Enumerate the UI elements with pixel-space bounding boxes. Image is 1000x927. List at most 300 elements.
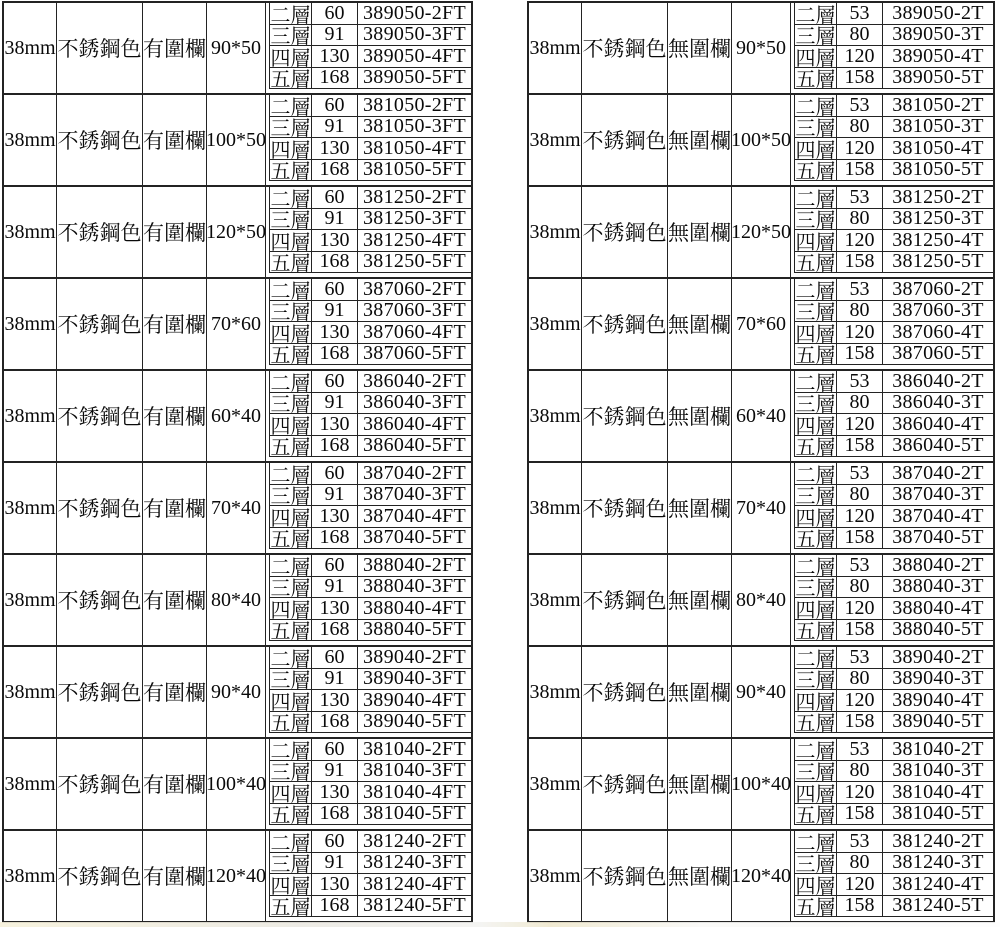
model-code-cell: 381050-5FT <box>363 158 466 181</box>
tier-value-cell: 168 <box>312 68 358 89</box>
tier-label-cell: 二層 <box>270 740 311 763</box>
tier-label-cell: 四層 <box>270 415 311 438</box>
tier-label-cell: 五層 <box>270 161 311 184</box>
pole-diameter-cell: 38mm <box>529 831 582 921</box>
model-code-cell: 387040-4T <box>892 504 984 527</box>
size-cell: 70*60 <box>732 279 791 369</box>
pole-diameter-cell: 38mm <box>4 3 57 93</box>
tier-value-cell: 168 <box>312 896 358 917</box>
fence-option-cell: 有圍欄 <box>143 463 207 553</box>
tier-subtable <box>269 369 471 460</box>
tier-subtable-area <box>266 371 471 461</box>
model-code-cell: 381040-3T <box>892 759 984 782</box>
tier-label-cell: 四層 <box>270 599 311 622</box>
model-code-cell: 381240-3T <box>892 851 984 874</box>
tier-label-cell: 三層 <box>795 210 836 233</box>
color-cell: 不銹鋼色 <box>582 463 668 553</box>
color-cell: 不銹鋼色 <box>57 831 143 921</box>
product-group-row <box>529 279 993 371</box>
tier-value-cell: 60 <box>312 463 358 484</box>
tier-label-cell: 四層 <box>795 139 836 162</box>
fence-option-cell: 有圍欄 <box>143 95 207 185</box>
model-code-cell: 389040-2T <box>892 645 984 668</box>
fence-option-cell: 有圍欄 <box>143 647 207 737</box>
tier-subtable-area <box>266 555 471 645</box>
model-code-cell: 381050-2T <box>892 93 984 116</box>
tier-label-cell: 三層 <box>795 762 836 785</box>
tier-label-cell: 五層 <box>795 897 836 920</box>
tier-label-cell: 二層 <box>270 4 311 27</box>
pole-diameter-cell: 38mm <box>4 555 57 645</box>
model-code-cell: 381250-2FT <box>363 185 466 208</box>
tier-value-cell: 60 <box>312 647 358 668</box>
pole-diameter-cell: 38mm <box>4 739 57 829</box>
model-code-cell: 387040-2T <box>892 461 984 484</box>
model-code-cell: 381240-2FT <box>363 829 466 852</box>
tier-value-cell: 60 <box>312 3 358 24</box>
tier-value-cell: 80 <box>837 577 883 598</box>
color-cell: 不銹鋼色 <box>582 279 668 369</box>
model-code-cell: 387040-5T <box>892 526 984 549</box>
product-group-row <box>4 95 471 187</box>
tier-value-cell: 60 <box>312 739 358 760</box>
model-code-cell: 381040-2FT <box>363 737 466 760</box>
tier-label-cell: 三層 <box>270 210 311 233</box>
color-cell: 不銹鋼色 <box>57 187 143 277</box>
model-code-cell: 389050-4T <box>892 44 984 67</box>
model-code-cell: 387060-3FT <box>363 299 466 322</box>
tier-subtable-area <box>791 279 993 369</box>
tier-subtable <box>269 737 471 828</box>
tier-row <box>795 436 993 458</box>
product-group-row <box>529 187 993 279</box>
model-code-cell: 386040-5T <box>892 434 984 457</box>
tier-subtable-area <box>266 95 471 185</box>
tier-label-cell: 五層 <box>270 69 311 92</box>
model-code-cell: 381050-2FT <box>363 93 466 116</box>
tier-subtable <box>269 185 471 276</box>
tier-row <box>795 68 993 90</box>
color-cell: 不銹鋼色 <box>57 3 143 93</box>
tier-value-cell: 53 <box>837 279 883 300</box>
tier-row <box>270 712 471 734</box>
color-cell: 不銹鋼色 <box>57 371 143 461</box>
tier-subtable <box>794 1 993 92</box>
size-cell: 100*50 <box>732 95 791 185</box>
model-code-cell: 381250-4T <box>892 228 984 251</box>
size-cell: 120*50 <box>207 187 266 277</box>
tier-subtable-area <box>791 95 993 185</box>
tier-label-cell: 四層 <box>795 783 836 806</box>
product-group-row <box>4 831 471 921</box>
model-code-cell: 387040-4FT <box>363 504 466 527</box>
tier-row <box>270 804 471 826</box>
model-code-cell: 389040-5FT <box>363 710 466 733</box>
tier-value-cell: 60 <box>312 555 358 576</box>
pole-diameter-cell: 38mm <box>529 555 582 645</box>
tier-value-cell: 130 <box>312 138 358 159</box>
tier-value-cell: 120 <box>837 414 883 435</box>
product-group-row <box>529 647 993 739</box>
model-code-cell: 389040-3FT <box>363 667 466 690</box>
tier-subtable <box>794 829 993 920</box>
product-group-row <box>4 463 471 555</box>
tier-value-cell: 158 <box>837 344 883 365</box>
tier-row <box>270 68 471 90</box>
model-code-cell: 381250-3FT <box>363 207 466 230</box>
tier-value-cell: 158 <box>837 804 883 825</box>
color-cell: 不銹鋼色 <box>57 279 143 369</box>
tier-label-cell: 三層 <box>795 118 836 141</box>
tier-value-cell: 80 <box>837 393 883 414</box>
model-code-cell: 387040-2FT <box>363 461 466 484</box>
model-code-cell: 386040-3FT <box>363 391 466 414</box>
tier-label-cell: 二層 <box>795 372 836 395</box>
tier-label-cell: 五層 <box>795 713 836 736</box>
spec-table-with-fence <box>2 1 473 923</box>
model-code-cell: 388040-4T <box>892 596 984 619</box>
fence-option-cell: 無圍欄 <box>668 647 732 737</box>
tier-label-cell: 五層 <box>270 345 311 368</box>
tier-row <box>795 712 993 734</box>
model-code-cell: 389040-4FT <box>363 688 466 711</box>
tier-value-cell: 80 <box>837 209 883 230</box>
tier-label-cell: 五層 <box>795 69 836 92</box>
model-code-cell: 381240-5FT <box>363 894 466 917</box>
tier-value-cell: 120 <box>837 782 883 803</box>
model-code-cell: 386040-2T <box>892 369 984 392</box>
tier-label-cell: 三層 <box>795 302 836 325</box>
tier-value-cell: 91 <box>312 209 358 230</box>
fence-option-cell: 有圍欄 <box>143 831 207 921</box>
pole-diameter-cell: 38mm <box>4 831 57 921</box>
size-cell: 70*40 <box>732 463 791 553</box>
model-code-cell: 381050-3FT <box>363 115 466 138</box>
tier-label-cell: 四層 <box>795 691 836 714</box>
model-code-cell: 389040-5T <box>892 710 984 733</box>
tier-subtable-area <box>266 3 471 93</box>
tier-label-cell: 二層 <box>270 280 311 303</box>
model-code-cell: 381050-4FT <box>363 136 466 159</box>
tier-subtable <box>794 93 993 184</box>
tier-value-cell: 158 <box>837 620 883 641</box>
scan-edge-artifact <box>0 922 1000 927</box>
tier-value-cell: 91 <box>312 669 358 690</box>
tier-value-cell: 80 <box>837 669 883 690</box>
product-group-row <box>4 555 471 647</box>
tier-label-cell: 五層 <box>795 161 836 184</box>
model-code-cell: 381250-5T <box>892 250 984 273</box>
model-code-cell: 389040-3T <box>892 667 984 690</box>
tier-label-cell: 三層 <box>795 486 836 509</box>
tier-value-cell: 120 <box>837 874 883 895</box>
tier-subtable <box>794 277 993 368</box>
tier-subtable-area <box>266 831 471 921</box>
model-code-cell: 381040-5FT <box>363 802 466 825</box>
pole-diameter-cell: 38mm <box>529 279 582 369</box>
tier-value-cell: 80 <box>837 485 883 506</box>
size-cell: 90*40 <box>732 647 791 737</box>
size-cell: 100*40 <box>732 739 791 829</box>
model-code-cell: 381040-5T <box>892 802 984 825</box>
size-cell: 80*40 <box>732 555 791 645</box>
color-cell: 不銹鋼色 <box>57 95 143 185</box>
tier-value-cell: 60 <box>312 279 358 300</box>
model-code-cell: 387060-2FT <box>363 277 466 300</box>
tier-value-cell: 60 <box>312 371 358 392</box>
model-code-cell: 381240-5T <box>892 894 984 917</box>
tier-value-cell: 53 <box>837 95 883 116</box>
tier-label-cell: 三層 <box>270 394 311 417</box>
product-group-row <box>529 739 993 831</box>
model-code-cell: 381240-4FT <box>363 872 466 895</box>
tier-row <box>270 160 471 182</box>
tier-label-cell: 三層 <box>270 26 311 49</box>
tier-subtable-area <box>791 187 993 277</box>
fence-option-cell: 有圍欄 <box>143 187 207 277</box>
model-code-cell: 386040-2FT <box>363 369 466 392</box>
tier-label-cell: 五層 <box>795 253 836 276</box>
tier-value-cell: 130 <box>312 874 358 895</box>
tier-value-cell: 168 <box>312 712 358 733</box>
model-code-cell: 388040-3FT <box>363 575 466 598</box>
size-cell: 90*50 <box>207 3 266 93</box>
model-code-cell: 389050-2FT <box>363 1 466 24</box>
tier-label-cell: 三層 <box>270 762 311 785</box>
fence-option-cell: 有圍欄 <box>143 279 207 369</box>
color-cell: 不銹鋼色 <box>57 647 143 737</box>
tier-subtable <box>269 553 471 644</box>
model-code-cell: 381050-3T <box>892 115 984 138</box>
tier-label-cell: 二層 <box>795 464 836 487</box>
tier-subtable-area <box>791 3 993 93</box>
tier-label-cell: 二層 <box>795 556 836 579</box>
tier-subtable <box>794 185 993 276</box>
tier-value-cell: 91 <box>312 393 358 414</box>
tier-label-cell: 三層 <box>795 394 836 417</box>
model-code-cell: 387060-3T <box>892 299 984 322</box>
tier-label-cell: 四層 <box>270 691 311 714</box>
pole-diameter-cell: 38mm <box>4 647 57 737</box>
tier-row <box>795 804 993 826</box>
size-cell: 120*40 <box>732 831 791 921</box>
tier-subtable-area <box>266 739 471 829</box>
model-code-cell: 381240-2T <box>892 829 984 852</box>
tier-value-cell: 91 <box>312 485 358 506</box>
tier-label-cell: 四層 <box>270 47 311 70</box>
model-code-cell: 381050-5T <box>892 158 984 181</box>
tier-subtable-area <box>791 739 993 829</box>
tier-value-cell: 130 <box>312 414 358 435</box>
tier-value-cell: 158 <box>837 528 883 549</box>
color-cell: 不銹鋼色 <box>582 3 668 93</box>
tier-label-cell: 五層 <box>270 897 311 920</box>
model-code-cell: 381240-3FT <box>363 851 466 874</box>
tier-row <box>270 528 471 550</box>
tier-row <box>270 620 471 642</box>
tier-label-cell: 五層 <box>795 437 836 460</box>
tier-value-cell: 91 <box>312 761 358 782</box>
model-code-cell: 386040-4FT <box>363 412 466 435</box>
tier-row <box>270 252 471 274</box>
tier-label-cell: 三層 <box>270 578 311 601</box>
fence-option-cell: 有圍欄 <box>143 555 207 645</box>
tier-value-cell: 130 <box>312 46 358 67</box>
tier-value-cell: 80 <box>837 117 883 138</box>
tier-value-cell: 120 <box>837 598 883 619</box>
fence-option-cell: 無圍欄 <box>668 831 732 921</box>
tier-label-cell: 五層 <box>795 529 836 552</box>
fence-option-cell: 有圍欄 <box>143 3 207 93</box>
size-cell: 60*40 <box>207 371 266 461</box>
color-cell: 不銹鋼色 <box>57 739 143 829</box>
tier-row <box>795 620 993 642</box>
size-cell: 100*50 <box>207 95 266 185</box>
size-cell: 90*40 <box>207 647 266 737</box>
tier-label-cell: 三層 <box>795 578 836 601</box>
tier-row <box>795 344 993 366</box>
model-code-cell: 388040-5FT <box>363 618 466 641</box>
tier-label-cell: 四層 <box>270 323 311 346</box>
tier-label-cell: 二層 <box>795 188 836 211</box>
tier-subtable-area <box>266 187 471 277</box>
pole-diameter-cell: 38mm <box>529 463 582 553</box>
tier-subtable-area <box>266 463 471 553</box>
model-code-cell: 387060-2T <box>892 277 984 300</box>
tier-label-cell: 五層 <box>795 345 836 368</box>
color-cell: 不銹鋼色 <box>582 95 668 185</box>
product-group-row <box>529 3 993 95</box>
model-code-cell: 386040-4T <box>892 412 984 435</box>
product-group-row <box>529 555 993 647</box>
tier-label-cell: 二層 <box>795 832 836 855</box>
fence-option-cell: 無圍欄 <box>668 279 732 369</box>
fence-option-cell: 無圍欄 <box>668 371 732 461</box>
tier-value-cell: 53 <box>837 831 883 852</box>
product-group-row <box>529 831 993 921</box>
tier-subtable <box>269 93 471 184</box>
tier-subtable-area <box>791 371 993 461</box>
model-code-cell: 388040-4FT <box>363 596 466 619</box>
model-code-cell: 389050-4FT <box>363 44 466 67</box>
model-code-cell: 388040-2FT <box>363 553 466 576</box>
tier-value-cell: 158 <box>837 896 883 917</box>
model-code-cell: 389040-2FT <box>363 645 466 668</box>
tier-value-cell: 168 <box>312 160 358 181</box>
tier-label-cell: 五層 <box>270 621 311 644</box>
tier-label-cell: 二層 <box>270 648 311 671</box>
pole-diameter-cell: 38mm <box>529 647 582 737</box>
fence-option-cell: 無圍欄 <box>668 555 732 645</box>
model-code-cell: 381240-4T <box>892 872 984 895</box>
tier-label-cell: 三層 <box>270 854 311 877</box>
tier-label-cell: 四層 <box>795 415 836 438</box>
tier-label-cell: 四層 <box>795 599 836 622</box>
pole-diameter-cell: 38mm <box>4 463 57 553</box>
tier-label-cell: 三層 <box>795 854 836 877</box>
model-code-cell: 381040-4T <box>892 780 984 803</box>
product-group-row <box>4 739 471 831</box>
fence-option-cell: 有圍欄 <box>143 371 207 461</box>
fence-option-cell: 無圍欄 <box>668 95 732 185</box>
tier-value-cell: 60 <box>312 831 358 852</box>
tier-value-cell: 91 <box>312 25 358 46</box>
tier-label-cell: 二層 <box>795 96 836 119</box>
size-cell: 60*40 <box>732 371 791 461</box>
tier-value-cell: 130 <box>312 322 358 343</box>
tier-label-cell: 四層 <box>270 507 311 530</box>
tier-label-cell: 五層 <box>270 713 311 736</box>
model-code-cell: 381250-5FT <box>363 250 466 273</box>
tier-label-cell: 四層 <box>270 875 311 898</box>
tier-value-cell: 158 <box>837 252 883 273</box>
tier-label-cell: 三層 <box>270 486 311 509</box>
pole-diameter-cell: 38mm <box>4 187 57 277</box>
tier-value-cell: 120 <box>837 322 883 343</box>
model-code-cell: 381040-4FT <box>363 780 466 803</box>
model-code-cell: 387060-5T <box>892 342 984 365</box>
tier-row <box>270 436 471 458</box>
model-code-cell: 386040-5FT <box>363 434 466 457</box>
model-code-cell: 389040-4T <box>892 688 984 711</box>
color-cell: 不銹鋼色 <box>582 647 668 737</box>
model-code-cell: 381250-3T <box>892 207 984 230</box>
model-code-cell: 387060-4FT <box>363 320 466 343</box>
tier-value-cell: 158 <box>837 160 883 181</box>
tier-value-cell: 53 <box>837 371 883 392</box>
product-group-row <box>529 95 993 187</box>
size-cell: 90*50 <box>732 3 791 93</box>
tier-value-cell: 120 <box>837 506 883 527</box>
tier-value-cell: 120 <box>837 230 883 251</box>
tier-value-cell: 53 <box>837 463 883 484</box>
tier-label-cell: 四層 <box>795 47 836 70</box>
color-cell: 不銹鋼色 <box>57 555 143 645</box>
tier-value-cell: 53 <box>837 739 883 760</box>
model-code-cell: 388040-3T <box>892 575 984 598</box>
model-code-cell: 388040-2T <box>892 553 984 576</box>
product-group-row <box>4 187 471 279</box>
tier-subtable <box>269 461 471 552</box>
tier-value-cell: 120 <box>837 138 883 159</box>
product-group-row <box>529 371 993 463</box>
pole-diameter-cell: 38mm <box>4 371 57 461</box>
tier-value-cell: 168 <box>312 436 358 457</box>
product-group-row <box>4 3 471 95</box>
tier-subtable <box>269 1 471 92</box>
tier-subtable <box>794 553 993 644</box>
tier-value-cell: 130 <box>312 690 358 711</box>
tier-row <box>270 344 471 366</box>
tier-label-cell: 二層 <box>270 464 311 487</box>
tier-label-cell: 二層 <box>270 832 311 855</box>
tier-value-cell: 168 <box>312 528 358 549</box>
model-code-cell: 381250-2T <box>892 185 984 208</box>
model-code-cell: 389050-3FT <box>363 23 466 46</box>
pole-diameter-cell: 38mm <box>4 279 57 369</box>
model-code-cell: 388040-5T <box>892 618 984 641</box>
tier-label-cell: 二層 <box>795 4 836 27</box>
tier-label-cell: 四層 <box>795 875 836 898</box>
tier-subtable-area <box>266 279 471 369</box>
tier-value-cell: 80 <box>837 301 883 322</box>
tier-label-cell: 四層 <box>795 507 836 530</box>
tier-row <box>795 252 993 274</box>
tier-value-cell: 120 <box>837 690 883 711</box>
model-code-cell: 389050-3T <box>892 23 984 46</box>
pole-diameter-cell: 38mm <box>529 371 582 461</box>
pole-diameter-cell: 38mm <box>529 3 582 93</box>
